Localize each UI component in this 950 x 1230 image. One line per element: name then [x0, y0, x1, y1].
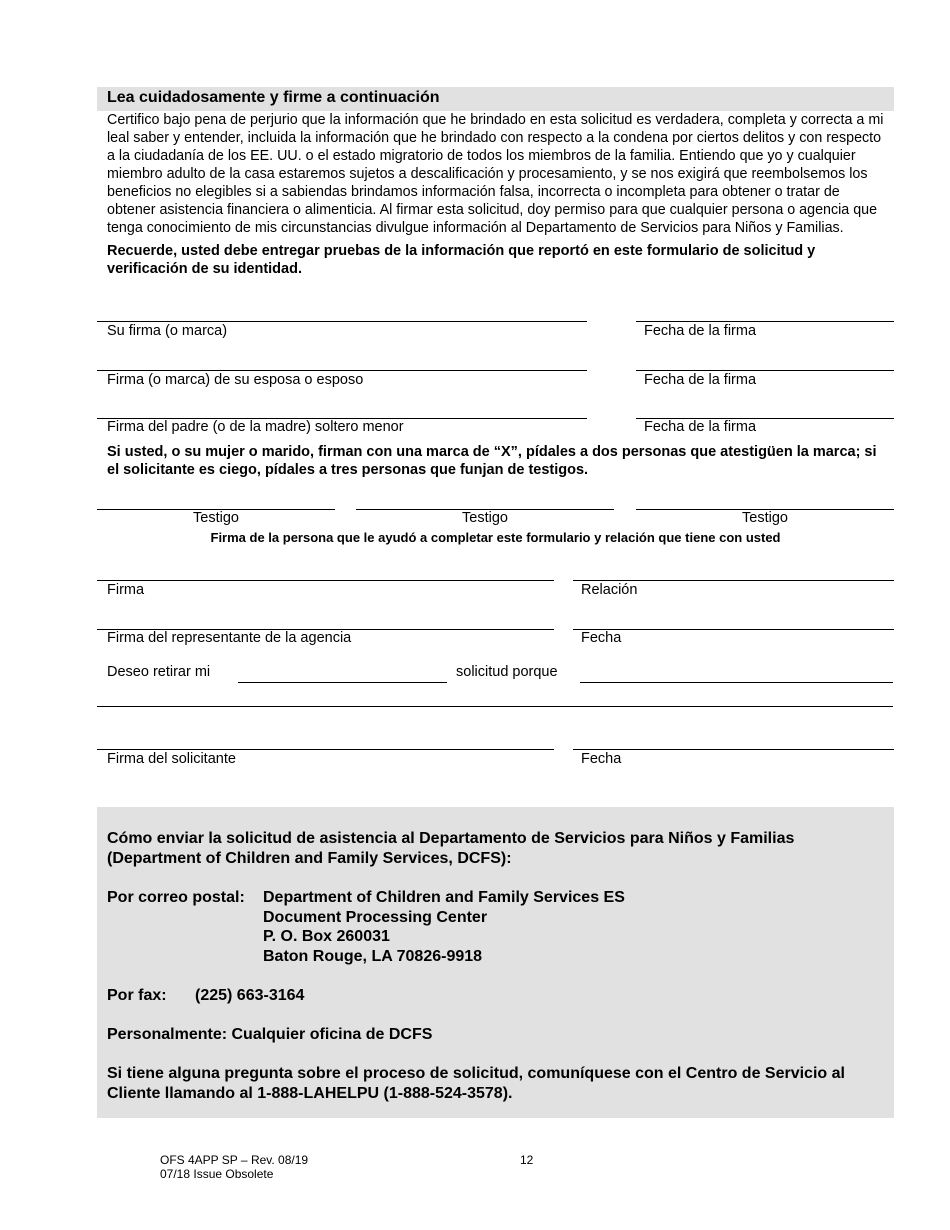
certification-text: [107, 111, 892, 278]
withdraw-suffix: solicitud porque: [456, 664, 558, 680]
applicant-signature-line[interactable]: [97, 749, 554, 750]
mail-address-line-1: Department of Children and Family Services ES: [263, 889, 625, 906]
own-signature-line[interactable]: [97, 321, 587, 322]
spouse-signature-date-line[interactable]: [636, 370, 894, 371]
own-signature-date-line[interactable]: [636, 321, 894, 322]
page-number: 12: [520, 1153, 534, 1167]
withdraw-prefix: Deseo retirar mi: [107, 664, 211, 680]
witness-3-label: Testigo: [742, 510, 788, 526]
withdraw-reason-line[interactable]: [580, 682, 893, 683]
mail-address-line-3: P. O. Box 260031: [263, 928, 390, 945]
in-person-info: Personalmente: Cualquier oficina de DCFS: [107, 1026, 433, 1043]
helper-signature-label: Firma: [107, 582, 145, 598]
mail-address-line-4: Baton Rouge, LA 70826-9918: [263, 947, 483, 965]
footer-form-id: OFS 4APP SP – Rev. 08/19: [160, 1153, 309, 1167]
certification-paragraph: Certifico bajo pena de perjurio que la información que he brindado en esta solicitud es verdadera, completa y correcta a mi leal saber y entender, incluida la información que he brindado con respecto a la condena por ciertos delitos y con respecto a la ciudadanía de los EE. UU. o el estado migratorio de todos los miembros de la familia. Entiendo que yo y cualquier miembro adulto de la casa estaremos sujetos a descalificación y procesamiento, y se nos exigirá que reembolsemos los beneficios no elegibles si a sabiendas brindamos información falsa, incorrecta o incompleta para obtener o tratar de obtener asistencia financiera o alimenticia. Al firmar esta solicitud, doy permiso para que cualquier persona o agencia que tenga conocimiento de mis circunstancias divulgue información al Departamento de Servicios para Niños y Familias.: [107, 112, 884, 236]
mail-label: Por correo postal:: [107, 889, 245, 906]
mail-address: [263, 888, 625, 966]
helper-signature-line[interactable]: [97, 580, 554, 581]
questions-info: Si tiene alguna pregunta sobre el proceso de solicitud, comuníquese con el Centro de Servicio al Cliente llamando al 1-888-LAHELPU (1-888-524-3578).: [107, 1065, 845, 1102]
agency-rep-date-label: Fecha: [581, 630, 622, 646]
proof-reminder: Recuerde, usted debe entregar pruebas de la información que reportó en este formulario de solicitud y verificación de su identidad.: [107, 243, 816, 277]
agency-rep-signature-label: Firma del representante de la agencia: [107, 630, 352, 646]
minor-parent-signature-label: Firma del padre (o de la madre) soltero menor: [107, 419, 404, 435]
helper-title: Firma de la persona que le ayudó a completar este formulario y relación que tiene con usted: [210, 530, 781, 545]
witness-note: Si usted, o su mujer o marido, firman con una marca de “X”, pídales a dos personas que atestigüen la marca; si el solicitante es ciego, pídales a tres personas que funjan de testigos.: [107, 444, 877, 478]
applicant-date-line[interactable]: [573, 749, 894, 750]
fax-number: (225) 663-3164: [195, 987, 305, 1004]
minor-parent-date-label: Fecha de la firma: [644, 419, 757, 435]
witness-1-label: Testigo: [193, 510, 239, 526]
withdraw-reason-line-2[interactable]: [97, 706, 893, 707]
applicant-signature-label: Firma del solicitante: [107, 751, 236, 767]
certification-heading: Lea cuidadosamente y firme a continuación: [107, 89, 440, 106]
own-signature-label: Su firma (o marca): [107, 323, 228, 339]
own-signature-date-label: Fecha de la firma: [644, 323, 757, 339]
footer-obsolete: 07/18 Issue Obsolete: [160, 1167, 274, 1181]
helper-relationship-label: Relación: [581, 582, 638, 598]
applicant-date-label: Fecha: [581, 751, 622, 767]
send-info-title: Cómo enviar la solicitud de asistencia al Departamento de Servicios para Niños y Familias (Department of Children and Family Services, DCFS):: [107, 830, 795, 867]
withdraw-application-line[interactable]: [238, 682, 447, 683]
fax-label: Por fax:: [107, 987, 167, 1004]
witness-2-label: Testigo: [462, 510, 508, 526]
spouse-signature-label: Firma (o marca) de su esposa o esposo: [107, 372, 364, 388]
spouse-signature-line[interactable]: [97, 370, 587, 371]
mail-address-line-2: Document Processing Center: [263, 908, 488, 926]
spouse-signature-date-label: Fecha de la firma: [644, 372, 757, 388]
helper-relationship-line[interactable]: [573, 580, 894, 581]
